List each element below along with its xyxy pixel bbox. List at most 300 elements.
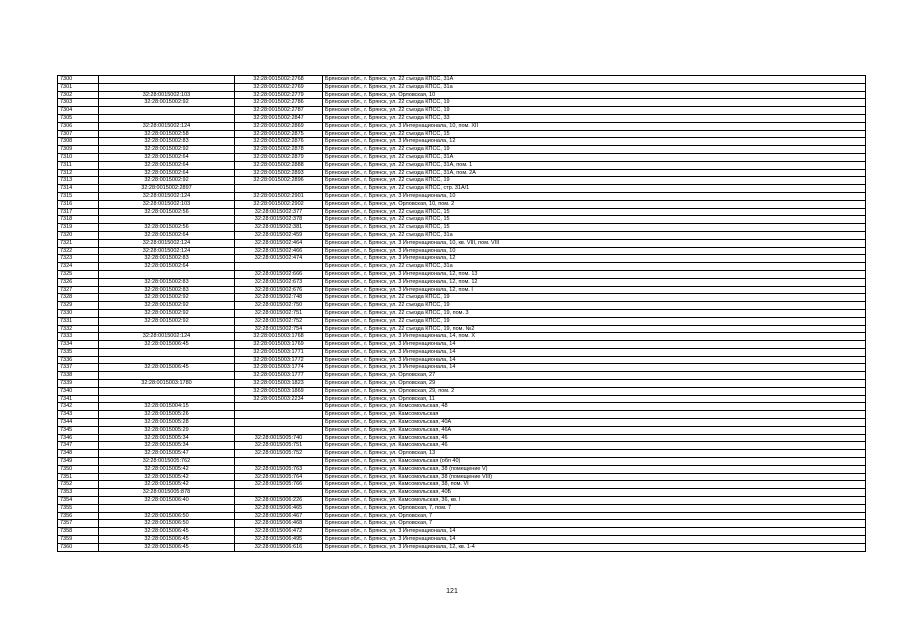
building-cadastral-number-cell: 32:28:0015003:1774: [235, 364, 323, 372]
table-row: [58, 426, 866, 434]
row-number-cell: 7306: [58, 122, 99, 130]
building-cadastral-number-cell: 32:28:0015006:465: [235, 504, 323, 512]
row-number-cell: 7321: [58, 239, 99, 247]
table-row: [58, 325, 866, 333]
land-plot-cadastral-number-cell: [99, 76, 235, 84]
row-number-cell: 7325: [58, 270, 99, 278]
land-plot-cadastral-number-cell: 32:28:0015005:34: [99, 434, 235, 442]
land-plot-cadastral-number-cell: [99, 83, 235, 91]
table-row: [58, 458, 866, 466]
row-number-cell: 7328: [58, 294, 99, 302]
address-cell: Брянская обл., г. Брянск, ул. Орловская, 10, пом. 2: [323, 200, 866, 208]
building-cadastral-number-cell: 32:28:0015002:2879: [235, 153, 323, 161]
row-number-cell: 7341: [58, 395, 99, 403]
table-row: [58, 411, 866, 419]
row-number-cell: 7354: [58, 497, 99, 505]
address-cell: Брянская обл., г. Брянск, ул. 3 Интернационала, 12, пом. 12: [323, 278, 866, 286]
building-cadastral-number-cell: 32:28:0015005:751: [235, 442, 323, 450]
row-number-cell: 7323: [58, 255, 99, 263]
row-number-cell: 7307: [58, 130, 99, 138]
building-cadastral-number-cell: 32:28:0015006:468: [235, 520, 323, 528]
table-row: [58, 512, 866, 520]
row-number-cell: 7317: [58, 208, 99, 216]
table-row: [58, 177, 866, 185]
table-row: [58, 364, 866, 372]
table-row: [58, 91, 866, 99]
row-number-cell: 7324: [58, 263, 99, 271]
land-plot-cadastral-number-cell: 32:28:0015006:45: [99, 536, 235, 544]
table-row: [58, 387, 866, 395]
address-cell: Брянская обл., г. Брянск, ул. 22 съезда КПСС, 15: [323, 216, 866, 224]
address-cell: Брянская обл., г. Брянск, ул. 22 съезда КПСС, 31А: [323, 76, 866, 84]
building-cadastral-number-cell: 32:28:0015002:748: [235, 294, 323, 302]
land-plot-cadastral-number-cell: [99, 356, 235, 364]
table-body: [58, 76, 866, 552]
land-plot-cadastral-number-cell: 32:28:0015006:45: [99, 528, 235, 536]
table-row: [58, 122, 866, 130]
address-cell: Брянская обл., г. Брянск, ул. 22 съезда КПСС, 15: [323, 224, 866, 232]
building-cadastral-number-cell: 32:28:0015002:2901: [235, 192, 323, 200]
table-row: [58, 536, 866, 544]
land-plot-cadastral-number-cell: 32:28:0015006:45: [99, 364, 235, 372]
building-cadastral-number-cell: 32:28:0015002:2787: [235, 107, 323, 115]
cadastral-register-table: [57, 75, 866, 552]
land-plot-cadastral-number-cell: 32:28:0015002:92: [99, 317, 235, 325]
building-cadastral-number-cell: 32:28:0015003:1768: [235, 333, 323, 341]
address-cell: Брянская обл., г. Брянск, ул. 22 съезда КПСС, 15: [323, 208, 866, 216]
address-cell: Брянская обл., г. Брянск, ул. Орловская, 10: [323, 91, 866, 99]
land-plot-cadastral-number-cell: 32:28:0015002:64: [99, 161, 235, 169]
page-number: 121: [446, 588, 458, 595]
address-cell: Брянская обл., г. Брянск, ул. Орловская, 29: [323, 380, 866, 388]
land-plot-cadastral-number-cell: 32:28:0015005:29: [99, 426, 235, 434]
address-cell: Брянская обл., г. Брянск, ул. 3 Интернационала, 12, пом. 13: [323, 270, 866, 278]
address-cell: Брянская обл., г. Брянск, ул. Камсомольская, 46: [323, 442, 866, 450]
land-plot-cadastral-number-cell: [99, 114, 235, 122]
building-cadastral-number-cell: 32:28:0015003:1771: [235, 348, 323, 356]
land-plot-cadastral-number-cell: 32:28:0015002:92: [99, 302, 235, 310]
land-plot-cadastral-number-cell: 32:28:0015002:56: [99, 208, 235, 216]
address-cell: Брянская обл., г. Брянск, ул. Камсомольская (обл 40): [323, 458, 866, 466]
address-cell: Брянская обл., г. Брянск, ул. Орловская, 7: [323, 512, 866, 520]
address-cell: Брянская обл., г. Брянск, ул. 22 съезда КПСС, 31А, пом. 2А: [323, 169, 866, 177]
land-plot-cadastral-number-cell: 32:28:0015005:47: [99, 450, 235, 458]
land-plot-cadastral-number-cell: 32:28:0015002:83: [99, 255, 235, 263]
address-cell: Брянская обл., г. Брянск, ул. 22 съезда КПСС, 31А: [323, 153, 866, 161]
building-cadastral-number-cell: 32:28:0015002:2786: [235, 99, 323, 107]
table-row: [58, 442, 866, 450]
building-cadastral-number-cell: 32:28:0015003:2234: [235, 395, 323, 403]
land-plot-cadastral-number-cell: [99, 504, 235, 512]
address-cell: Брянская обл., г. Брянск, ул. Камсомольская, 46: [323, 434, 866, 442]
building-cadastral-number-cell: [235, 263, 323, 271]
table-row: [58, 247, 866, 255]
row-number-cell: 7360: [58, 543, 99, 551]
land-plot-cadastral-number-cell: 32:28:0015002:83: [99, 286, 235, 294]
land-plot-cadastral-number-cell: [99, 216, 235, 224]
land-plot-cadastral-number-cell: 32:28:0015002:2897: [99, 185, 235, 193]
address-cell: Брянская обл., г. Брянск, ул. Камсомольская, 38, пом. VI: [323, 481, 866, 489]
address-cell: Брянская обл., г. Брянск, ул. 22 съезда КПСС, 33: [323, 114, 866, 122]
land-plot-cadastral-number-cell: 32:28:0015005:42: [99, 481, 235, 489]
land-plot-cadastral-number-cell: 32:28:0015002:83: [99, 278, 235, 286]
address-cell: Брянская обл., г. Брянск, ул. 22 съезда КПСС, 19: [323, 177, 866, 185]
building-cadastral-number-cell: [235, 489, 323, 497]
table-row: [58, 372, 866, 380]
table-row: [58, 497, 866, 505]
table-row: [58, 309, 866, 317]
building-cadastral-number-cell: [235, 458, 323, 466]
address-cell: Брянская обл., г. Брянск, ул. 22 съезда КПСС, 31А, пом. 1: [323, 161, 866, 169]
land-plot-cadastral-number-cell: 32:28:0015002:103: [99, 200, 235, 208]
land-plot-cadastral-number-cell: 32:28:0015006:45: [99, 341, 235, 349]
table-row: [58, 130, 866, 138]
table-row: [58, 278, 866, 286]
address-cell: Брянская обл., г. Брянск, ул. 3 Интернационала, 14: [323, 341, 866, 349]
building-cadastral-number-cell: 32:28:0015003:1772: [235, 356, 323, 364]
address-cell: Брянская обл., г. Брянск, ул. 3 Интернационала, 12: [323, 255, 866, 263]
row-number-cell: 7351: [58, 473, 99, 481]
building-cadastral-number-cell: 32:28:0015002:2893: [235, 169, 323, 177]
land-plot-cadastral-number-cell: 32:28:0015004:15: [99, 403, 235, 411]
land-plot-cadastral-number-cell: 32:28:0015002:83: [99, 138, 235, 146]
land-plot-cadastral-number-cell: 32:28:0015006:45: [99, 543, 235, 551]
building-cadastral-number-cell: 32:28:0015002:381: [235, 224, 323, 232]
table-row: [58, 99, 866, 107]
address-cell: Брянская обл., г. Брянск, ул. 3 Интернационала, 10: [323, 247, 866, 255]
address-cell: Брянская обл., г. Брянск, ул. Орловская, 29, пом. 2: [323, 387, 866, 395]
row-number-cell: 7326: [58, 278, 99, 286]
building-cadastral-number-cell: 32:28:0015005:764: [235, 473, 323, 481]
table-row: [58, 146, 866, 154]
row-number-cell: 7332: [58, 325, 99, 333]
row-number-cell: 7305: [58, 114, 99, 122]
row-number-cell: 7301: [58, 83, 99, 91]
row-number-cell: 7302: [58, 91, 99, 99]
building-cadastral-number-cell: 32:28:0015002:466: [235, 247, 323, 255]
address-cell: Брянская обл., г. Брянск, ул. Орловская, 11: [323, 395, 866, 403]
land-plot-cadastral-number-cell: 32:28:0015002:64: [99, 153, 235, 161]
table-row: [58, 200, 866, 208]
address-cell: Брянская обл., г. Брянск, ул. 22 съезда КПСС, 19, пом. 3: [323, 309, 866, 317]
row-number-cell: 7343: [58, 411, 99, 419]
building-cadastral-number-cell: [235, 185, 323, 193]
table-row: [58, 83, 866, 91]
table-row: [58, 489, 866, 497]
land-plot-cadastral-number-cell: 32:28:0015002:64: [99, 263, 235, 271]
address-cell: Брянская обл., г. Брянск, ул. 22 съезда КПСС, 19, пом. №2: [323, 325, 866, 333]
address-cell: Брянская обл., г. Брянск, ул. Камсомольская, 46А: [323, 426, 866, 434]
land-plot-cadastral-number-cell: 32:28:0015002:92: [99, 294, 235, 302]
row-number-cell: 7348: [58, 450, 99, 458]
address-cell: Брянская обл., г. Брянск, ул. 3 Интернационала, 14: [323, 364, 866, 372]
building-cadastral-number-cell: 32:28:0015002:666: [235, 270, 323, 278]
address-cell: Брянская обл., г. Брянск, ул. 22 съезда КПСС, 19: [323, 317, 866, 325]
table-row: [58, 107, 866, 115]
land-plot-cadastral-number-cell: 32:28:0015002:124: [99, 333, 235, 341]
building-cadastral-number-cell: 32:28:0015005:740: [235, 434, 323, 442]
table-row: [58, 255, 866, 263]
land-plot-cadastral-number-cell: 32:28:0015002:92: [99, 146, 235, 154]
address-cell: Брянская обл., г. Брянск, ул. 22 съезда КПСС, 19: [323, 99, 866, 107]
row-number-cell: 7304: [58, 107, 99, 115]
address-cell: Брянская обл., г. Брянск, ул. 3 Интернационала, 14: [323, 536, 866, 544]
building-cadastral-number-cell: 32:28:0015002:2768: [235, 76, 323, 84]
land-plot-cadastral-number-cell: 32:28:0015002:92: [99, 309, 235, 317]
row-number-cell: 7356: [58, 512, 99, 520]
land-plot-cadastral-number-cell: 32:28:0015006:50: [99, 512, 235, 520]
land-plot-cadastral-number-cell: [99, 348, 235, 356]
address-cell: Брянская обл., г. Брянск, ул. 22 съезда КПСС, стр. 31А/1: [323, 185, 866, 193]
land-plot-cadastral-number-cell: 32:28:0015005:42: [99, 465, 235, 473]
address-cell: Брянская обл., г. Брянск, ул. 3 Интернационала, 10, кв. VIII, пом. VIII: [323, 239, 866, 247]
address-cell: Брянская обл., г. Брянск, ул. 3 Интернационала, 14: [323, 348, 866, 356]
table-row: [58, 76, 866, 84]
table-row: [58, 333, 866, 341]
building-cadastral-number-cell: 32:28:0015003:1823: [235, 380, 323, 388]
building-cadastral-number-cell: 32:28:0015002:2876: [235, 138, 323, 146]
building-cadastral-number-cell: 32:28:0015005:766: [235, 481, 323, 489]
table-row: [58, 465, 866, 473]
row-number-cell: 7347: [58, 442, 99, 450]
row-number-cell: 7342: [58, 403, 99, 411]
building-cadastral-number-cell: 32:28:0015002:2779: [235, 91, 323, 99]
table-row: [58, 317, 866, 325]
building-cadastral-number-cell: 32:28:0015002:459: [235, 231, 323, 239]
row-number-cell: 7340: [58, 387, 99, 395]
building-cadastral-number-cell: 32:28:0015002:676: [235, 286, 323, 294]
row-number-cell: 7337: [58, 364, 99, 372]
building-cadastral-number-cell: 32:28:0015002:2888: [235, 161, 323, 169]
land-plot-cadastral-number-cell: 32:28:0015002:124: [99, 247, 235, 255]
address-cell: Брянская обл., г. Брянск, ул. 22 съезда КПСС, 19: [323, 302, 866, 310]
table-row: [58, 216, 866, 224]
table-row: [58, 208, 866, 216]
building-cadastral-number-cell: 32:28:0015006:467: [235, 512, 323, 520]
building-cadastral-number-cell: 32:28:0015002:2896: [235, 177, 323, 185]
table-row: [58, 419, 866, 427]
table-row: [58, 239, 866, 247]
building-cadastral-number-cell: 32:28:0015006:226: [235, 497, 323, 505]
row-number-cell: 7359: [58, 536, 99, 544]
land-plot-cadastral-number-cell: 32:28:0015005:762: [99, 458, 235, 466]
table-row: [58, 543, 866, 551]
building-cadastral-number-cell: 32:28:0015002:2875: [235, 130, 323, 138]
land-plot-cadastral-number-cell: 32:28:0015006:50: [99, 520, 235, 528]
row-number-cell: 7355: [58, 504, 99, 512]
table-row: [58, 294, 866, 302]
building-cadastral-number-cell: 32:28:0015002:378: [235, 216, 323, 224]
table-row: [58, 138, 866, 146]
address-cell: Брянская обл., г. Брянск, ул. Камсомольская, 38 (помещение VIII): [323, 473, 866, 481]
land-plot-cadastral-number-cell: 32:28:0015005:878: [99, 489, 235, 497]
building-cadastral-number-cell: 32:28:0015002:2878: [235, 146, 323, 154]
row-number-cell: 7314: [58, 185, 99, 193]
address-cell: Брянская обл., г. Брянск, ул. 3 Интернационала, 14, пом. Х: [323, 333, 866, 341]
building-cadastral-number-cell: 32:28:0015002:2769: [235, 83, 323, 91]
row-number-cell: 7329: [58, 302, 99, 310]
address-cell: Брянская обл., г. Брянск, ул. 22 съезда КПСС, 31а: [323, 83, 866, 91]
building-cadastral-number-cell: [235, 419, 323, 427]
address-cell: Брянская обл., г. Брянск, ул. 22 съезда КПСС, 19: [323, 146, 866, 154]
row-number-cell: 7310: [58, 153, 99, 161]
building-cadastral-number-cell: 32:28:0015003:1769: [235, 341, 323, 349]
land-plot-cadastral-number-cell: [99, 325, 235, 333]
row-number-cell: 7358: [58, 528, 99, 536]
building-cadastral-number-cell: 32:28:0015006:472: [235, 528, 323, 536]
land-plot-cadastral-number-cell: 32:28:0015002:103: [99, 91, 235, 99]
building-cadastral-number-cell: 32:28:0015002:377: [235, 208, 323, 216]
land-plot-cadastral-number-cell: 32:28:0015002:64: [99, 169, 235, 177]
table-row: [58, 380, 866, 388]
row-number-cell: 7308: [58, 138, 99, 146]
table-row: [58, 302, 866, 310]
address-cell: Брянская обл., г. Брянск, ул. Камсомольская, 36, кв. I: [323, 497, 866, 505]
address-cell: Брянская обл., г. Брянск, ул. Камсомольская, 40Б: [323, 489, 866, 497]
row-number-cell: 7352: [58, 481, 99, 489]
row-number-cell: 7350: [58, 465, 99, 473]
row-number-cell: 7312: [58, 169, 99, 177]
table-row: [58, 286, 866, 294]
address-cell: Брянская обл., г. Брянск, ул. Орловская, 27: [323, 372, 866, 380]
row-number-cell: 7334: [58, 341, 99, 349]
row-number-cell: 7316: [58, 200, 99, 208]
land-plot-cadastral-number-cell: [99, 395, 235, 403]
land-plot-cadastral-number-cell: 32:28:0015006:40: [99, 497, 235, 505]
address-cell: Брянская обл., г. Брянск, ул. 3 Интернационала, 10: [323, 192, 866, 200]
building-cadastral-number-cell: 32:28:0015003:1869: [235, 387, 323, 395]
row-number-cell: 7330: [58, 309, 99, 317]
table-row: [58, 395, 866, 403]
building-cadastral-number-cell: [235, 426, 323, 434]
table-row: [58, 231, 866, 239]
row-number-cell: 7353: [58, 489, 99, 497]
building-cadastral-number-cell: 32:28:0015002:2902: [235, 200, 323, 208]
land-plot-cadastral-number-cell: 32:28:0015005:34: [99, 442, 235, 450]
address-cell: Брянская обл., г. Брянск, ул. 22 съезда КПСС, 31а: [323, 263, 866, 271]
table-row: [58, 520, 866, 528]
building-cadastral-number-cell: 32:28:0015005:752: [235, 450, 323, 458]
address-cell: Брянская обл., г. Брянск, ул. Орловская, 7, пом. 7: [323, 504, 866, 512]
land-plot-cadastral-number-cell: 32:28:0015002:92: [99, 99, 235, 107]
land-plot-cadastral-number-cell: 32:28:0015005:26: [99, 411, 235, 419]
table-row: [58, 473, 866, 481]
table-row: [58, 161, 866, 169]
row-number-cell: 7311: [58, 161, 99, 169]
address-cell: Брянская обл., г. Брянск, ул. 3 Интернационала, 12, пом. I: [323, 286, 866, 294]
row-number-cell: 7357: [58, 520, 99, 528]
address-cell: Брянская обл., г. Брянск, ул. Камсомольская: [323, 411, 866, 419]
row-number-cell: 7315: [58, 192, 99, 200]
land-plot-cadastral-number-cell: 32:28:0015005:42: [99, 473, 235, 481]
address-cell: Брянская обл., г. Брянск, ул. 22 съезда КПСС, 19: [323, 294, 866, 302]
row-number-cell: 7313: [58, 177, 99, 185]
land-plot-cadastral-number-cell: 32:28:0015002:124: [99, 239, 235, 247]
building-cadastral-number-cell: 32:28:0015002:754: [235, 325, 323, 333]
building-cadastral-number-cell: [235, 403, 323, 411]
address-cell: Брянская обл., г. Брянск, ул. 3 Интернационала, 14: [323, 356, 866, 364]
land-plot-cadastral-number-cell: 32:28:0015002:64: [99, 231, 235, 239]
table-row: [58, 185, 866, 193]
land-plot-cadastral-number-cell: [99, 387, 235, 395]
address-cell: Брянская обл., г. Брянск, ул. 3 Интернационала, 12, кв. 1-4: [323, 543, 866, 551]
table-row: [58, 504, 866, 512]
table-row: [58, 192, 866, 200]
building-cadastral-number-cell: 32:28:0015003:1777: [235, 372, 323, 380]
table-row: [58, 403, 866, 411]
building-cadastral-number-cell: 32:28:0015002:752: [235, 317, 323, 325]
building-cadastral-number-cell: 32:28:0015005:763: [235, 465, 323, 473]
building-cadastral-number-cell: 32:28:0015002:751: [235, 309, 323, 317]
address-cell: Брянская обл., г. Брянск, ул. Орловская, 13: [323, 450, 866, 458]
row-number-cell: 7320: [58, 231, 99, 239]
land-plot-cadastral-number-cell: [99, 372, 235, 380]
table-row: [58, 341, 866, 349]
table-row: [58, 153, 866, 161]
row-number-cell: 7318: [58, 216, 99, 224]
row-number-cell: 7319: [58, 224, 99, 232]
table-row: [58, 169, 866, 177]
table-row: [58, 356, 866, 364]
address-cell: Брянская обл., г. Брянск, ул. 3 Интернационала, 12: [323, 138, 866, 146]
row-number-cell: 7346: [58, 434, 99, 442]
table-row: [58, 481, 866, 489]
row-number-cell: 7300: [58, 76, 99, 84]
table-row: [58, 270, 866, 278]
building-cadastral-number-cell: 32:28:0015006:616: [235, 543, 323, 551]
land-plot-cadastral-number-cell: 32:28:0015005:28: [99, 419, 235, 427]
address-cell: Брянская обл., г. Брянск, ул. Камсомольская, 38 (помещение V): [323, 465, 866, 473]
row-number-cell: 7336: [58, 356, 99, 364]
row-number-cell: 7331: [58, 317, 99, 325]
row-number-cell: 7345: [58, 426, 99, 434]
row-number-cell: 7333: [58, 333, 99, 341]
land-plot-cadastral-number-cell: [99, 107, 235, 115]
building-cadastral-number-cell: 32:28:0015002:474: [235, 255, 323, 263]
land-plot-cadastral-number-cell: 32:28:0015002:92: [99, 177, 235, 185]
address-cell: Брянская обл., г. Брянск, ул. Орловская, 7: [323, 520, 866, 528]
row-number-cell: 7309: [58, 146, 99, 154]
table-row: [58, 263, 866, 271]
address-cell: Брянская обл., г. Брянск, ул. 3 Интернационала, 14: [323, 528, 866, 536]
address-cell: Брянская обл., г. Брянск, ул. 22 съезда КПСС, 19: [323, 107, 866, 115]
table-row: [58, 434, 866, 442]
land-plot-cadastral-number-cell: 32:28:0015002:58: [99, 130, 235, 138]
table-row: [58, 224, 866, 232]
land-plot-cadastral-number-cell: 32:28:0015002:124: [99, 122, 235, 130]
land-plot-cadastral-number-cell: 32:28:0015003:1780: [99, 380, 235, 388]
row-number-cell: 7322: [58, 247, 99, 255]
building-cadastral-number-cell: 32:28:0015002:2847: [235, 114, 323, 122]
address-cell: Брянская обл., г. Брянск, ул. 22 съезда КПСС, 15: [323, 130, 866, 138]
address-cell: Брянская обл., г. Брянск, ул. 22 съезда КПСС, 31а: [323, 231, 866, 239]
address-cell: Брянская обл., г. Брянск, ул. 3 Интернационала, 10, пом. XII: [323, 122, 866, 130]
address-cell: Брянская обл., г. Брянск, ул. Комсомольская, 48: [323, 403, 866, 411]
building-cadastral-number-cell: [235, 411, 323, 419]
table-row: [58, 348, 866, 356]
building-cadastral-number-cell: 32:28:0015002:673: [235, 278, 323, 286]
table-row: [58, 528, 866, 536]
building-cadastral-number-cell: 32:28:0015002:464: [235, 239, 323, 247]
table-row: [58, 450, 866, 458]
row-number-cell: 7335: [58, 348, 99, 356]
table-row: [58, 114, 866, 122]
row-number-cell: 7338: [58, 372, 99, 380]
building-cadastral-number-cell: 32:28:0015002:750: [235, 302, 323, 310]
row-number-cell: 7339: [58, 380, 99, 388]
land-plot-cadastral-number-cell: [99, 270, 235, 278]
address-cell: Брянская обл., г. Брянск, ул. Камсомольская, 40А: [323, 419, 866, 427]
